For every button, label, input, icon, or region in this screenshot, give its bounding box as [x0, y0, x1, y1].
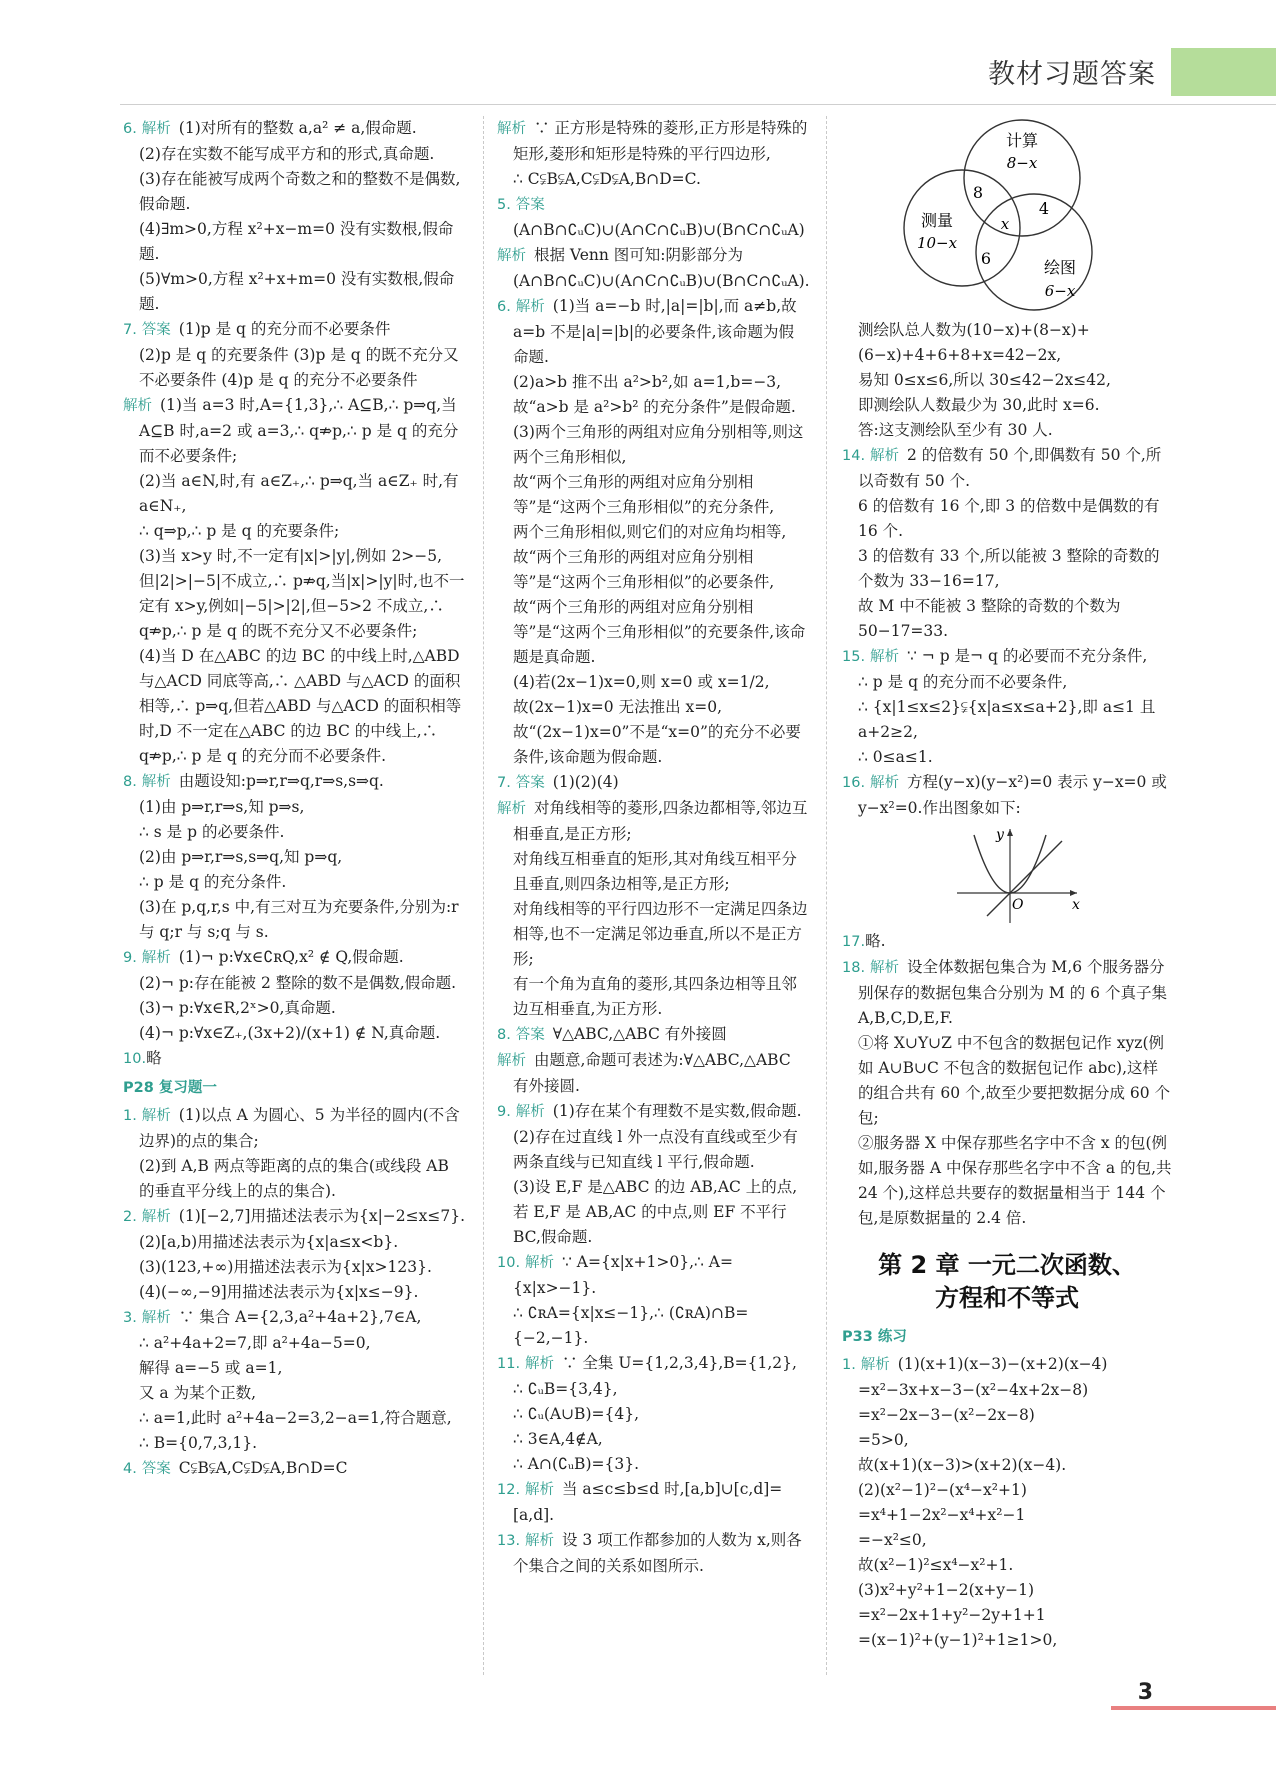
- text-content: =5>0,: [858, 1431, 909, 1449]
- text-line: [123, 267, 468, 317]
- page-number: 3: [1137, 1680, 1153, 1705]
- text-line: [842, 1378, 1172, 1403]
- venn-value-draw: 6−x: [1044, 282, 1076, 300]
- item-number: 9.: [497, 1104, 511, 1120]
- text-content: 故(2x−1)x=0 无法推出 x=0,: [513, 698, 723, 716]
- answer-tag: 解析: [525, 1533, 554, 1549]
- text-line: [497, 1402, 809, 1427]
- answer-tag: 解析: [525, 1482, 554, 1498]
- origin-label: O: [1012, 897, 1024, 913]
- text-content: (4)若(2x−1)x=0,则 x=0 或 x=1/2,: [513, 673, 770, 691]
- answer-tag: 解析: [123, 398, 152, 414]
- text-content: 当 a≤c≤b≤d 时,[a,b]∪[c,d]=[a,d].: [513, 1480, 783, 1524]
- function-graph: [952, 825, 1082, 925]
- text-line: [842, 1603, 1172, 1628]
- text-line: [842, 418, 1172, 443]
- text-content: ②服务器 X 中保存那些名字中不含 x 的包(例如,服务器 A 中保存那些名字中不含 a 的包,共 24 个),这样总共要存的数据量相当于 144 个包,是原数据量的 2.4 倍.: [858, 1134, 1172, 1227]
- answer-tag: 解析: [870, 649, 899, 665]
- text-line: [123, 795, 468, 820]
- answer-tag: 解析: [870, 448, 899, 464]
- text-line: [842, 318, 1172, 368]
- answer-tag: 解析: [870, 775, 899, 791]
- venn-value-compute: 8−x: [1006, 154, 1038, 172]
- item-number: 16.: [842, 775, 866, 791]
- text-content: (1)存在某个有理数不是实数,假命题.: [552, 1102, 802, 1120]
- item-number: 2.: [123, 1209, 137, 1225]
- answer-tag: 解析: [141, 774, 171, 790]
- text-line: [842, 393, 1172, 418]
- section-heading: P33 练习: [842, 1329, 907, 1345]
- item-number: 3.: [123, 1310, 137, 1326]
- text-content: (4)¬ p:∀x∈Z₊,(3x+2)/(x+1) ∉ N,真命题.: [139, 1024, 441, 1042]
- item-number: 9.: [123, 950, 137, 966]
- item-number: 10.: [497, 1255, 521, 1271]
- text-line: [842, 1628, 1172, 1653]
- text-line: [123, 1431, 468, 1456]
- text-content: (1)由 p⇒r,r⇒s,知 p⇒s,: [139, 798, 305, 816]
- text-content: =x²−2x+1+y²−2y+1+1: [858, 1606, 1046, 1624]
- column-3-part-2: [842, 929, 1172, 1231]
- text-line: [123, 317, 468, 343]
- text-content: 故“两个三角形的两组对应角分别相等”是“这两个三角形相似”的必要条件,: [513, 548, 775, 591]
- text-line: [842, 670, 1172, 695]
- answer-tag: 解析: [497, 248, 526, 264]
- text-content: (1)¬ p:∀x∈∁ʀQ,x² ∉ Q,假命题.: [178, 948, 404, 966]
- text-line: [123, 870, 468, 895]
- answer-tag: 解析: [141, 1209, 171, 1225]
- text-content: 有一个角为直角的菱形,其四条边相等且邻边互相垂直,为正方形.: [513, 975, 797, 1018]
- text-line: [123, 167, 468, 217]
- answer-tag: 解析: [141, 121, 171, 137]
- text-line: [123, 1381, 468, 1406]
- text-content: (3)¬ p:∀x∈R,2ˣ>0,真命题.: [139, 999, 336, 1017]
- item-number: 6.: [123, 121, 137, 137]
- text-line: [497, 470, 809, 520]
- header-divider: [120, 104, 1276, 105]
- text-content: 由题设知:p⇒r,r⇒q,r⇒s,s⇒q.: [178, 772, 384, 790]
- text-content: ∴ ∁ᵤB={3,4},: [513, 1380, 618, 1398]
- text-content: 3 的倍数有 33 个,所以能被 3 整除的奇数的个数为 33−16=17,: [858, 547, 1160, 590]
- text-line: [497, 1477, 809, 1528]
- text-line: [497, 897, 809, 972]
- text-line: [123, 1255, 468, 1280]
- answer-tag: 解析: [870, 960, 899, 976]
- answer-tag: 解析: [860, 1357, 890, 1373]
- answer-tag: 解析: [141, 950, 171, 966]
- text-content: (2)存在实数不能写成平方和的形式,真命题.: [139, 145, 435, 163]
- venn-label-survey: 测量: [920, 211, 954, 230]
- item-number: 8.: [497, 1027, 511, 1043]
- text-content: 故“(2x−1)x=0”不是“x=0”的充分不必要条件,该命题为假命题.: [513, 723, 801, 766]
- text-line: [497, 294, 809, 370]
- text-content: =x⁴+1−2x²−x⁴+x²−1: [858, 1506, 1026, 1524]
- venn-region-compute-survey: 8: [972, 183, 984, 202]
- text-line: [497, 595, 809, 670]
- text-content: (3)两个三角形的两组对应角分别相等,则这两个三角形相似,: [513, 423, 804, 466]
- text-line: [123, 1356, 468, 1381]
- item-number: 7.: [497, 775, 511, 791]
- text-content: (4)(−∞,−9]用描述法表示为{x|x≤−9}.: [139, 1283, 419, 1301]
- text-content: 6 的倍数有 16 个,即 3 的倍数中是偶数的有 16 个.: [858, 497, 1160, 540]
- venn-value-survey: 10−x: [916, 234, 958, 252]
- chapter-heading-line-1: 第 2 章 一元二次函数、: [878, 1251, 1136, 1279]
- text-content: ∵ 集合 A={2,3,a²+4a+2},7∈A,: [178, 1308, 422, 1326]
- text-content: 故“两个三角形的两组对应角分别相等”是“这两个三角形相似”的充要条件,该命题是真命题.: [513, 598, 806, 666]
- text-line: [842, 955, 1172, 1031]
- item-number: 5.: [497, 197, 511, 213]
- text-content: C⫋B⫋A,C⫋D⫋A,B∩D=C: [178, 1459, 348, 1477]
- text-line: [123, 1103, 468, 1154]
- text-line: [842, 644, 1172, 670]
- text-line: [123, 116, 468, 142]
- answer-tag: 解析: [525, 1255, 554, 1271]
- text-content: 测绘队总人数为(10−x)+(8−x)+(6−x)+4+6+8+x=42−2x,: [858, 321, 1090, 364]
- text-line: [842, 544, 1172, 594]
- text-content: ∴ A∩(∁ᵤB)={3}.: [513, 1455, 639, 1473]
- text-line: [497, 1125, 809, 1175]
- text-line: [497, 1377, 809, 1402]
- text-content: 故 M 中不能被 3 整除的奇数的个数为 50−17=33.: [858, 597, 1121, 640]
- answer-tag: 答案: [141, 322, 171, 338]
- text-line: [497, 243, 809, 294]
- text-line: [123, 469, 468, 519]
- text-line: [842, 929, 1172, 955]
- text-content: (1)(x+1)(x−3)−(x+2)(x−4): [897, 1355, 1108, 1373]
- text-content: (2)[a,b)用描述法表示为{x|a≤x<b}.: [139, 1233, 399, 1251]
- text-line: [842, 1553, 1172, 1578]
- item-number: 1.: [123, 1108, 137, 1124]
- text-line: [123, 142, 468, 167]
- text-content: (2)由 p⇒r,r⇒s,s⇒q,知 p⇒q,: [139, 848, 343, 866]
- column-3: [842, 116, 1172, 1653]
- text-content: (2)到 A,B 两点等距离的点的集合(或线段 AB 的垂直平分线上的点的集合).: [139, 1157, 449, 1200]
- text-content: ∴ ∁ᵤ(A∪B)={4},: [513, 1405, 639, 1423]
- item-number: 10.: [123, 1051, 147, 1067]
- text-content: (2)p 是 q 的充要条件 (3)p 是 q 的既不充分又不必要条件 (4)p 是 q 的充分不必要条件: [139, 346, 459, 389]
- text-content: ∴ p 是 q 的充分而不必要条件,: [858, 673, 1068, 691]
- text-content: (3)在 p,q,r,s 中,有三对互为充要条件,分别为:r 与 q;r 与 s;q 与 s.: [139, 898, 459, 941]
- text-content: 对角线相等的菱形,四条边都相等,邻边互相垂直,是正方形;: [513, 799, 808, 843]
- text-line: [123, 217, 468, 267]
- answer-tag: 解析: [497, 801, 526, 817]
- text-line: [497, 847, 809, 897]
- text-line: [842, 443, 1172, 494]
- text-line: [497, 395, 809, 420]
- text-line: [123, 519, 468, 544]
- text-content: 解得 a=−5 或 a=1,: [139, 1359, 283, 1377]
- column-divider: [483, 116, 484, 1675]
- text-line: [123, 769, 468, 795]
- text-content: (1)以点 A 为圆心、5 为半径的圆内(不含边界)的点的集合;: [139, 1106, 460, 1150]
- text-line: [497, 370, 809, 395]
- text-content: 故(x+1)(x−3)>(x+2)(x−4).: [858, 1456, 1067, 1474]
- text-line: [497, 167, 809, 192]
- text-content: =−x²≤0,: [858, 1531, 927, 1549]
- venn-region-survey-draw: 6: [980, 249, 992, 268]
- y-axis-label: y: [996, 827, 1004, 843]
- text-line: [842, 1478, 1172, 1503]
- header-title: 教材习题答案: [988, 59, 1156, 90]
- venn-label-compute: 计算: [1005, 131, 1039, 150]
- text-line: [497, 545, 809, 595]
- text-line: [497, 520, 809, 545]
- text-content: 答:这支测绘队至少有 30 人.: [858, 421, 1053, 439]
- text-content: (1)[−2,7]用描述法表示为{x|−2≤x≤7}.: [178, 1207, 466, 1225]
- text-content: (3)(123,+∞)用描述法表示为{x|x>123}.: [139, 1258, 432, 1276]
- text-line: [123, 393, 468, 469]
- text-line: [123, 996, 468, 1021]
- item-number: 18.: [842, 960, 866, 976]
- text-content: 略: [146, 1049, 162, 1067]
- text-line: [497, 1250, 809, 1301]
- text-line: [123, 895, 468, 945]
- answer-tag: 答案: [141, 1461, 171, 1477]
- text-line: [497, 1048, 809, 1099]
- text-content: (3)x²+y²+1−2(x+y−1): [858, 1581, 1034, 1599]
- text-line: [123, 1230, 468, 1255]
- text-content: (4)∃m>0,方程 x²+x−m=0 没有实数根,假命题.: [139, 220, 454, 263]
- text-content: (3)当 x>y 时,不一定有|x|>|y|,例如 2>−5,但|2|>|−5|不成立,∴ p⇏q,当|x|>|y|时,也不一定有 x>y,例如|−5|>|2|,但−5>2 不成立,∴ q⇏p,∴ p 是 q 的既不充分又不必要条件;: [139, 547, 465, 640]
- text-content: ∴ {x|1≤x≤2}⫋{x|a≤x≤a+2},即 a≤1 且 a+2≥2,: [858, 698, 1156, 741]
- text-line: [842, 1428, 1172, 1453]
- text-content: (2)(x²−1)²−(x⁴−x²+1): [858, 1481, 1027, 1499]
- column-3-part-3: [842, 1325, 1172, 1653]
- text-content: =x²−3x+x−3−(x²−4x+2x−8): [858, 1381, 1089, 1399]
- item-number: 14.: [842, 448, 866, 464]
- text-line: [123, 1046, 468, 1072]
- text-line: [497, 1099, 809, 1125]
- text-content: (2)当 a∈N,时,有 a∈Z₊,∴ p⇒q,当 a∈Z₊ 时,有 a∈N₊,: [139, 472, 459, 515]
- answer-tag: 解析: [515, 299, 545, 315]
- text-content: =(x−1)²+(y−1)²+1≥1>0,: [858, 1631, 1058, 1649]
- text-content: (2)¬ p:存在能被 2 整除的数不是偶数,假命题.: [139, 974, 457, 992]
- text-line: [123, 971, 468, 996]
- text-content: 故“两个三角形的两组对应角分别相等”是“这两个三角形相似”的充分条件,: [513, 473, 775, 516]
- text-line: [123, 1280, 468, 1305]
- text-line: [842, 1031, 1172, 1131]
- text-content: 方程(y−x)(y−x²)=0 表示 y−x=0 或 y−x²=0.作出图象如下:: [858, 773, 1167, 817]
- x-axis-label: x: [1072, 897, 1080, 913]
- text-line: [497, 670, 809, 695]
- text-content: 设 3 项工作都参加的人数为 x,则各个集合之间的关系如图所示.: [513, 1531, 802, 1575]
- answer-tag: 解析: [497, 1053, 526, 1069]
- text-content: ∵ 全集 U={1,2,3,4},B={1,2},: [562, 1354, 797, 1372]
- text-content: ∴ s 是 p 的必要条件.: [139, 823, 285, 841]
- text-content: ∴ ∁ʀA={x|x≤−1},∴ (∁ʀA)∩B={−2,−1}.: [513, 1304, 749, 1347]
- text-content: (2)a>b 推不出 a²>b²,如 a=1,b=−3,: [513, 373, 782, 391]
- text-content: ∴ p 是 q 的充分条件.: [139, 873, 287, 891]
- item-number: 1.: [842, 1357, 856, 1373]
- chapter-heading: [842, 1249, 1172, 1315]
- text-line: [497, 1301, 809, 1351]
- item-number: 17.: [842, 934, 866, 950]
- text-content: ∴ 0≤a≤1.: [858, 748, 933, 766]
- text-line: [123, 1406, 468, 1431]
- text-content: =x²−2x−3−(x²−2x−8): [858, 1406, 1035, 1424]
- text-line: [497, 1351, 809, 1377]
- text-line: [123, 1331, 468, 1356]
- text-line: [123, 544, 468, 644]
- text-content: ∴ a²+4a+2=7,即 a²+4a−5=0,: [139, 1334, 371, 1352]
- text-line: [123, 845, 468, 870]
- answer-tag: 解析: [515, 1104, 545, 1120]
- text-content: ∴ q⇒p,∴ p 是 q 的充要条件;: [139, 522, 340, 540]
- answer-tag: 解析: [141, 1108, 171, 1124]
- item-number: 4.: [123, 1461, 137, 1477]
- text-content: ∴ 3∈A,4∉A,: [513, 1430, 603, 1448]
- text-line: [842, 1528, 1172, 1553]
- item-number: 13.: [497, 1533, 521, 1549]
- column-2: [497, 116, 809, 1579]
- text-line: [123, 1021, 468, 1046]
- text-line: [842, 1403, 1172, 1428]
- item-number: 12.: [497, 1482, 521, 1498]
- answer-tag: 答案: [515, 197, 545, 213]
- answer-tag: 解析: [141, 1310, 171, 1326]
- text-line: [497, 695, 809, 720]
- chapter-heading-line-2: 方程和不等式: [935, 1284, 1079, 1312]
- text-content: 2 的倍数有 50 个,即偶数有 50 个,所以奇数有 50 个.: [858, 446, 1162, 490]
- text-content: 略.: [865, 932, 886, 950]
- text-line: [123, 1204, 468, 1230]
- text-content: (5)∀m>0,方程 x²+x+m=0 没有实数根,假命题.: [139, 270, 455, 313]
- text-content: 设全体数据包集合为 M,6 个服务器分别保存的数据包集合分别为 M 的 6 个真子集 A,B,C,D,E,F.: [858, 958, 1167, 1027]
- text-line: [497, 1452, 809, 1477]
- text-content: 故(x²−1)²≤x⁴−x²+1.: [858, 1556, 1014, 1574]
- text-line: [842, 745, 1172, 770]
- text-content: 两个三角形相似,则它们的对应角均相等,: [513, 523, 787, 541]
- item-number: 11.: [497, 1356, 521, 1372]
- item-number: 7.: [123, 322, 137, 338]
- text-line: [497, 420, 809, 470]
- text-line: [842, 594, 1172, 644]
- text-line: [497, 770, 809, 796]
- text-content: (4)当 D 在△ABC 的边 BC 的中线上时,△ABD 与△ACD 同底等高,∴ △ABD 与△ACD 的面积相等,∴ p⇒q,但若△ABD 与△ACD 的面积相等时,D 不一定在△ABC 的边 BC 的中线上,∴ q⇏p,∴ p 是 q 的充分而不必要条件.: [139, 647, 462, 765]
- text-content: (3)存在能被写成两个奇数之和的整数不是偶数,假命题.: [139, 170, 461, 213]
- text-line: [123, 820, 468, 845]
- text-line: [497, 720, 809, 770]
- text-content: ∴ C⫋B⫋A,C⫋D⫋A,B∩D=C.: [513, 170, 701, 188]
- x-axis-arrow: [1070, 890, 1077, 896]
- text-line: [497, 1427, 809, 1452]
- text-line: [842, 368, 1172, 393]
- column-1: [123, 116, 468, 1482]
- line-y-equals-x: [987, 841, 1062, 916]
- text-line: [842, 1578, 1172, 1603]
- text-line: [842, 1503, 1172, 1528]
- answer-tag: 解析: [497, 121, 526, 137]
- column-divider: [826, 116, 827, 1675]
- answer-tag: 答案: [515, 775, 545, 791]
- venn-label-draw: 绘图: [1043, 258, 1077, 277]
- text-line: [497, 116, 809, 167]
- text-content: (1)当 a=−b 时,|a|=|b|,而 a≠b,故 a=b 不是|a|=|b|的必要条件,该命题为假命题.: [513, 297, 797, 366]
- text-content: 即测绘队人数最少为 30,此时 x=6.: [858, 396, 1100, 414]
- text-content: (A∩B∩∁ᵤC)∪(A∩C∩∁ᵤB)∪(B∩C∩∁ᵤA): [513, 221, 805, 239]
- text-line: [123, 1305, 468, 1331]
- text-line: [842, 1453, 1172, 1478]
- text-content: 对角线互相垂直的矩形,其对角线互相平分且垂直,则四条边相等,是正方形;: [513, 850, 797, 893]
- text-line: [842, 770, 1172, 821]
- item-number: 6.: [497, 299, 511, 315]
- text-content: ①将 X∪Y∪Z 中不包含的数据包记作 xyz(例如 A∪B∪C 不包含的数据包记作 abc),这样的组合共有 60 个,故至少要把数据分成 60 个包;: [858, 1034, 1171, 1127]
- text-line: [497, 1528, 809, 1579]
- text-line: [497, 192, 809, 243]
- text-line: [123, 343, 468, 393]
- text-content: (2)存在过直线 l 外一点没有直线或至少有两条直线与已知直线 l 平行,假命题.: [513, 1128, 798, 1171]
- text-line: [497, 796, 809, 847]
- item-number: 8.: [123, 774, 137, 790]
- page-number-accent-bar: [1111, 1706, 1276, 1710]
- text-line: [123, 1456, 468, 1482]
- text-content: 又 a 为某个正数,: [139, 1384, 257, 1402]
- header-accent-bar: [1171, 48, 1276, 96]
- text-line: [123, 945, 468, 971]
- text-content: 由题意,命题可表述为:∀△ABC,△ABC 有外接圆.: [513, 1051, 791, 1095]
- column-3-part-1: [842, 318, 1172, 821]
- text-content: (1)(2)(4): [552, 773, 619, 791]
- text-content: ∵ ¬ p 是¬ q 的必要而不充分条件,: [907, 647, 1148, 665]
- y-axis-arrow: [1007, 829, 1013, 836]
- text-content: ∴ a=1,此时 a²+4a−2=3,2−a=1,符合题意,: [139, 1409, 452, 1427]
- text-content: (1)p 是 q 的充分而不必要条件: [178, 320, 391, 338]
- text-line: [842, 695, 1172, 745]
- text-line: [842, 494, 1172, 544]
- text-content: (1)对所有的整数 a,a² ≠ a,假命题.: [178, 119, 417, 137]
- text-line: [497, 1022, 809, 1048]
- item-number: 15.: [842, 649, 866, 665]
- text-line: [123, 1154, 468, 1204]
- text-content: ∴ B={0,7,3,1}.: [139, 1434, 258, 1452]
- text-content: (1)当 a=3 时,A={1,3},∴ A⊆B,∴ p⇒q,当 A⊆B 时,a=2 或 a=3,∴ q⇏p,∴ p 是 q 的充分而不必要条件;: [139, 396, 459, 465]
- answer-tag: 答案: [515, 1027, 545, 1043]
- text-content: ∵ 正方形是特殊的菱形,正方形是特殊的矩形,菱形和矩形是特殊的平行四边形,: [513, 119, 808, 163]
- text-line: [497, 972, 809, 1022]
- text-line: [497, 1175, 809, 1250]
- text-line: [842, 1352, 1172, 1378]
- section-heading: P28 复习题一: [123, 1080, 217, 1096]
- text-line: [842, 1131, 1172, 1231]
- text-content: ∵ A={x|x+1>0},∴ A={x|x>−1}.: [513, 1253, 733, 1297]
- text-content: 易知 0≤x≤6,所以 30≤42−2x≤42,: [858, 371, 1111, 389]
- venn-diagram: [892, 116, 1122, 316]
- text-content: 对角线相等的平行四边形不一定满足四条边相等,也不一定满足邻边垂直,所以不是正方形;: [513, 900, 808, 968]
- venn-region-compute-draw: 4: [1038, 199, 1050, 218]
- venn-region-all: x: [1000, 215, 1010, 233]
- answer-tag: 解析: [525, 1356, 554, 1372]
- text-content: 根据 Venn 图可知:阴影部分为(A∩B∩∁ᵤC)∪(A∩C∩∁ᵤB)∪(B∩C∩∁ᵤA).: [513, 246, 810, 290]
- text-content: ∀△ABC,△ABC 有外接圆: [552, 1025, 727, 1043]
- text-line: [123, 644, 468, 769]
- text-content: 故“a>b 是 a²>b² 的充分条件”是假命题.: [513, 398, 796, 416]
- text-content: (3)设 E,F 是△ABC 的边 AB,AC 上的点,若 E,F 是 AB,AC 的中点,则 EF 不平行 BC,假命题.: [513, 1178, 798, 1246]
